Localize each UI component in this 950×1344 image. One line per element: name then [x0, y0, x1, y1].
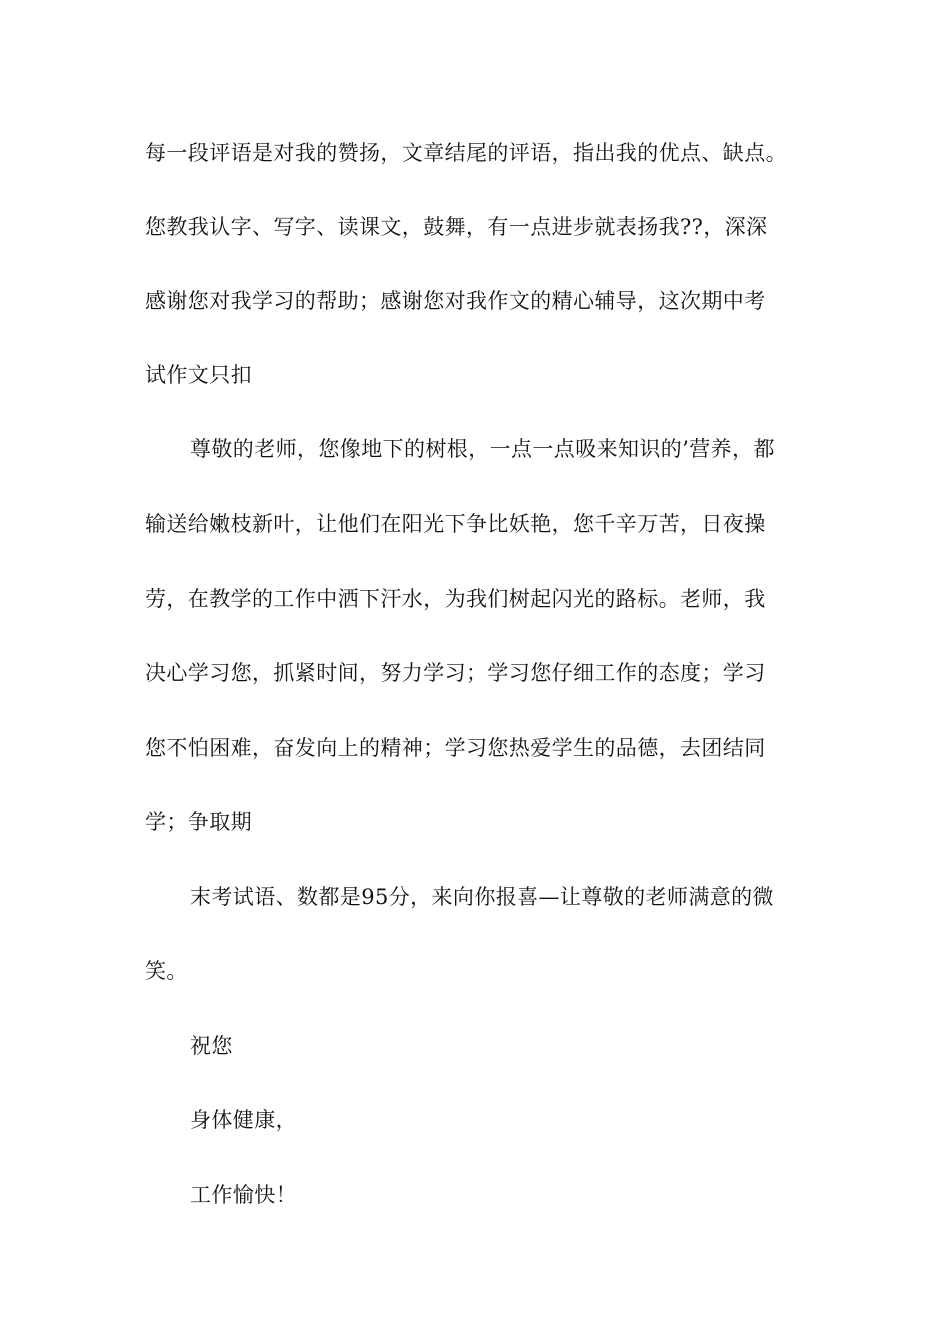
- text-line: 试作文只扣: [145, 363, 252, 387]
- closing-line: 祝您: [190, 1034, 233, 1058]
- text-line: 学；争取期: [145, 810, 252, 834]
- text-line: 决心学习您，抓紧时间，努力学习；学习您仔细工作的态度；学习: [145, 661, 766, 685]
- closing-line: 工作愉快！: [190, 1183, 297, 1207]
- text-line-indented: 末考试语、数都是95分，来向你报喜—让尊敬的老师满意的微: [190, 885, 774, 909]
- text-line: 您不怕困难，奋发向上的精神；学习您热爱学生的品德，去团结同: [145, 736, 766, 760]
- text-line: 输送给嫩枝新叶，让他们在阳光下争比妖艳，您千辛万苦，日夜操: [145, 512, 766, 536]
- text-line-indented: 尊敬的老师，您像地下的树根，一点一点吸来知识的’营养，都: [190, 437, 775, 461]
- closing-line: 身体健康，: [190, 1108, 297, 1132]
- text-line: 感谢您对我学习的帮助；感谢您对我作文的精心辅导，这次期中考: [145, 289, 766, 313]
- text-line: 每一段评语是对我的赞扬，文章结尾的评语，指出我的优点、缺点。: [145, 141, 787, 165]
- text-line: 您教我认字、写字、读课文，鼓舞，有一点进步就表扬我??，深深: [145, 215, 768, 239]
- text-line: 笑。: [145, 959, 188, 983]
- text-line: 劳，在教学的工作中洒下汗水，为我们树起闪光的路标。老师，我: [145, 587, 766, 611]
